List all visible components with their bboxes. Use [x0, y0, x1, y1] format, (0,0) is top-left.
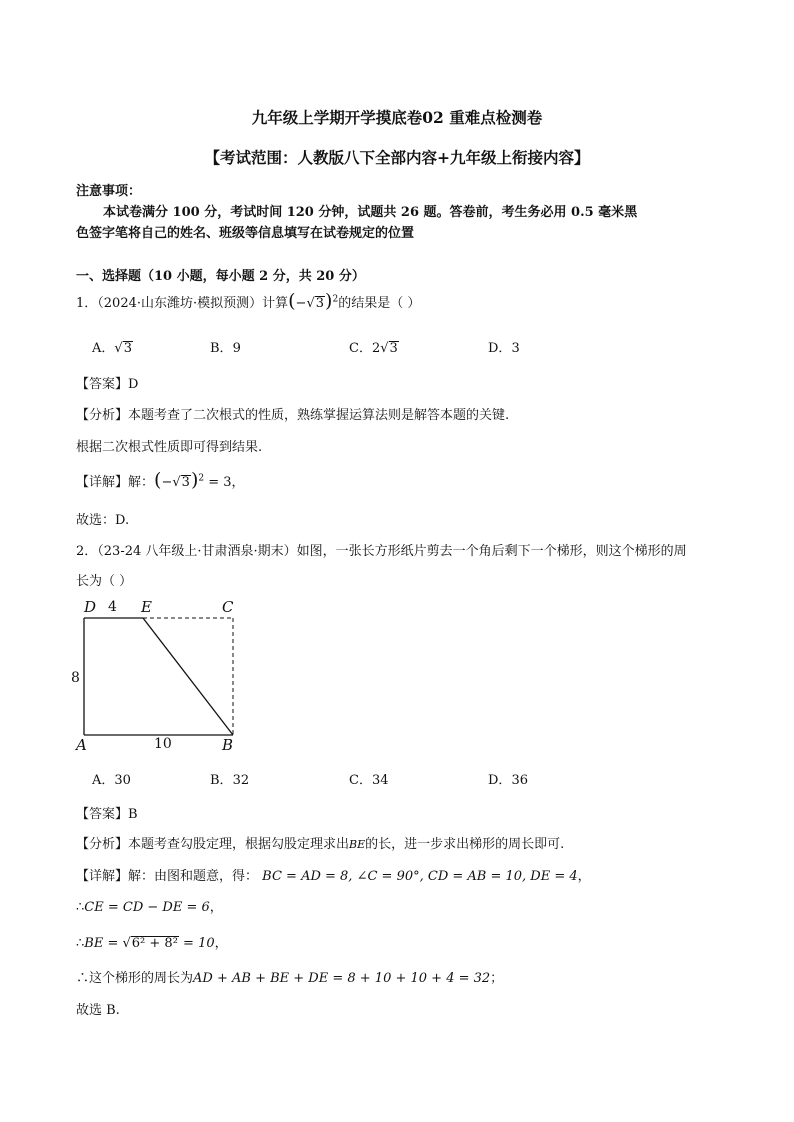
vertex-e: E: [141, 598, 152, 616]
q1-detail-radicand: 3: [181, 475, 190, 490]
q1-option-a: A．√3: [92, 341, 132, 356]
q1-option-c-radicand: 3: [389, 341, 398, 356]
q2-analysis-pre: 本题考查勾股定理，根据勾股定理求出: [128, 837, 350, 852]
q2-option-d-text: 36: [511, 773, 528, 788]
q2-detail-end: ，: [577, 869, 591, 884]
vertex-c: C: [222, 598, 234, 616]
q1-option-d-text: 3: [511, 341, 520, 356]
q2-detail-text: 解：由图和题意，得：: [128, 869, 259, 884]
q2-step-3-math: AD + AB + BE + DE = 8 + 10 + 10 + 4 = 32: [193, 971, 491, 986]
q1-option-c: C．2√3: [349, 341, 398, 356]
length-ab: 10: [154, 736, 172, 752]
q2-option-b-text: 32: [232, 773, 250, 788]
q1-stem-suffix: 的结果是（ ）: [338, 296, 421, 311]
q2-step-2-lhs: BE =: [84, 936, 119, 951]
vertex-a: A: [76, 736, 87, 754]
q1-expr-minus: −: [295, 296, 307, 311]
q1-stem-prefix: 1．（2024·山东潍坊·模拟预测）计算: [76, 296, 289, 311]
q2-option-d-letter: D．: [488, 773, 512, 788]
q2-step-2-radicand: 6² + 8²: [131, 936, 178, 951]
q1-expr-exponent: 2: [332, 294, 339, 305]
trapezoid-figure: [70, 598, 250, 758]
notice-line-2: 色签字笔将自己的姓名、班级等信息填写在试卷规定的位置: [76, 226, 415, 241]
vertex-b: B: [222, 736, 234, 754]
q1-option-a-letter: A．: [92, 341, 115, 356]
q2-step-2-rhs: = 10: [183, 936, 215, 951]
q2-step-2: ∴BE = √6² + 8² = 10，: [76, 936, 228, 951]
q2-conclusion: 故选 B.: [76, 1003, 120, 1018]
exam-scope: 【考试范围：人教版八下全部内容+九年级上衔接内容】: [204, 148, 590, 167]
q1-detail-tag: 【详解】: [76, 475, 129, 490]
q2-step-1: [76, 896, 223, 915]
q2-analysis: [76, 833, 564, 852]
length-de: 4: [108, 599, 117, 615]
q2-option-b-letter: B．: [210, 773, 233, 788]
q1-analysis: [76, 404, 509, 423]
q2-step-3-end: ；: [490, 971, 504, 986]
q2-option-c: [349, 769, 389, 788]
q2-detail: [76, 865, 591, 884]
q2-step-2-therefore: ∴: [76, 936, 85, 951]
q1-option-d-letter: D．: [488, 341, 512, 356]
q2-option-d: [488, 769, 528, 788]
trapezoid-diagram: [70, 598, 250, 758]
q2-option-a-text: 30: [114, 773, 131, 788]
q2-stem-line-1: 2．（23-24 八年级上·甘肃酒泉·期末）如图，一张长方形纸片剪去一个角后剩下一个梯形，则这个梯形的周: [76, 544, 687, 559]
q1-option-c-letter: C．: [349, 341, 372, 356]
vertex-d: D: [84, 598, 97, 616]
q1-analysis-text: 本题考查了二次根式的性质，熟练掌握运算法则是解答本题的关键.: [128, 408, 510, 423]
q2-step-3: [76, 967, 503, 986]
page-title: 九年级上学期开学摸底卷02 重难点检测卷: [251, 108, 543, 127]
q2-step-1-end: ，: [209, 900, 223, 915]
q2-step-3-therefore: ∴: [76, 971, 90, 986]
q2-step-1-math: CE = CD − DE = 6: [84, 900, 210, 915]
side-be: [143, 618, 233, 735]
q1-stem: 1．（2024·山东潍坊·模拟预测）计算$(-√3)^2$的结果是（ ）: [76, 290, 421, 312]
q1-analysis-tag: 【分析】: [76, 408, 129, 423]
q2-detail-tag: 【详解】: [76, 869, 129, 884]
q1-detail-prefix: 解：: [128, 475, 155, 490]
q2-stem-line-2: 长为（ ）: [76, 574, 133, 589]
q1-detail-exponent: 2: [198, 473, 205, 484]
q2-option-c-letter: C．: [349, 773, 372, 788]
q2-analysis-var: BE: [349, 838, 366, 851]
q2-option-b: [210, 769, 249, 788]
q1-detail: 【详解】解：$(-√3)^2 = 3$，: [76, 469, 245, 491]
notice-line-1: 本试卷满分 100 分，考试时间 120 分钟，试题共 26 题。答卷前，考生务必用 0.5 毫米黑: [103, 205, 638, 220]
q2-step-1-therefore: ∴: [76, 900, 85, 915]
q1-option-d: [488, 337, 520, 356]
q2-step-3-text: 这个梯形的周长为: [89, 971, 194, 986]
notice-heading: 注意事项：: [76, 184, 142, 199]
q2-option-a-letter: A．: [92, 773, 115, 788]
q1-detail-minus: −: [161, 475, 173, 490]
q1-conclusion: 故选：D.: [76, 513, 130, 528]
q2-answer: 【答案】B: [76, 807, 138, 822]
q2-option-a: [92, 769, 131, 788]
q1-option-b: [210, 337, 241, 356]
q2-analysis-tag: 【分析】: [76, 837, 129, 852]
q1-option-b-letter: B．: [210, 341, 233, 356]
q1-answer: 【答案】D: [76, 377, 139, 392]
q1-option-a-radicand: 3: [123, 341, 132, 356]
q1-analysis-2: 根据二次根式性质即可得到结果.: [76, 440, 263, 455]
q1-option-b-text: 9: [232, 341, 241, 356]
q1-expr-radicand: 3: [315, 296, 325, 311]
length-ad: 8: [71, 670, 80, 686]
q1-detail-result: = 3，: [208, 475, 245, 490]
q2-analysis-post: 的长，进一步求出梯形的周长即可.: [365, 837, 565, 852]
q2-step-2-end: ，: [214, 936, 228, 951]
section-heading: 一、选择题（10 小题，每小题 2 分，共 20 分）: [76, 269, 365, 284]
q1-option-c-coef: 2: [371, 341, 381, 356]
q2-option-c-text: 34: [371, 773, 389, 788]
q2-detail-math: BC = AD = 8, ∠C = 90°, CD = AB = 10, DE = 4: [262, 869, 578, 884]
